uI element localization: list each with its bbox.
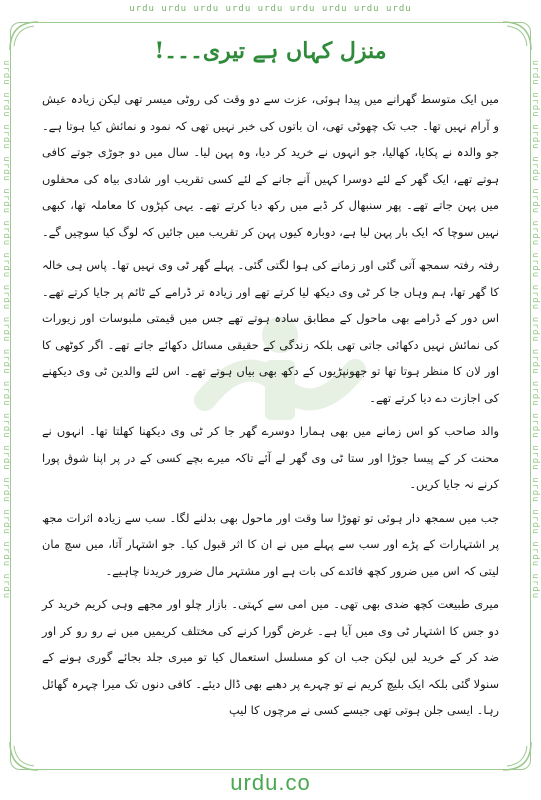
- paragraph: رفتہ رفتہ سمجھ آتی گئی اور زمانے کی ہوا لگتی گئی۔ پہلے گھر ٹی وی نہیں تھا۔ پاس ہی خالہ کا گھر تھا، ہم وہاں جا کر ٹی وی دیکھ لیا کرتے تھے اور زیادہ تر ڈرامے کے ٹائم پر جایا کرتے تھے۔ اس دور کے ڈرامے بھی ماحول کے مطابق سادہ ہوتے تھے جس میں قیمتی ملبوسات اور زیورات کی نمائش نہیں دکھائی جاتی تھی بلکہ زندگی کے حقیقی مسائل دکھائے جاتے تھے۔ اگر کوٹھی کا اور لان کا منظر ہوتا تھا تو جھونپڑیوں کے دکھ بھی بیاں ہوتے تھے۔ اس لئے والدین ٹی وی دیکھنے کی اجازت دے دیا کرتے تھے۔: [42, 258, 499, 405]
- article-title: منزل کہاں ہے تیری۔۔۔!: [154, 38, 387, 64]
- right-ornament-strip: urdu urdu urdu urdu urdu urdu urdu urdu urdu urdu urdu urdu urdu urdu urdu urdu urdu: [530, 60, 540, 600]
- article-body: [42, 86, 499, 731]
- paragraph: جب میں سمجھ دار ہوئی تو تھوڑا سا وقت اور ماحول بھی بدلنے لگا۔ سب سے زیادہ اثرات مجھ پر اشتہارات کے پڑے اور سب سے پہلے میں نے ان کا اثر قبول کیا۔ جو اشتہار آتا، میں سچ مان لیتی کہ اس میں ضرور کچھ فائدے کی بات ہے اور مشتہر مال ضرور خریدنا چاہیے۔: [42, 510, 499, 578]
- paragraph: میں ایک متوسط گھرانے میں پیدا ہوئی، عزت سے دو وقت کی روٹی میسر تھی لیکن زیادہ عیش و آرام نہیں تھا۔ جب تک چھوٹی تھی، ان باتوں کی خبر نہیں تھی کہ نمود و نمائش کیا ہوتا ہے۔ جو والدہ نے پکایا، کھالیا، جو انہوں نے خرید کر دیا، وہ پہن لیا۔ سال میں دو جوڑی جوتے کافی ہوتے تھے، ایک گھر کے لئے دوسرا کہیں آنے جانے کے لئے کسی تقریب اور شادی بیاہ کی محفلوں میں پہن جاتے تھے۔ پھر سنبھال کر ڈبے میں رکھ دیا کرتے تھے۔ یہی کپڑوں کا معاملہ تھا، کبھی نہیں سوچا کہ ایک بار پہن لیا ہے، دوبارہ کیوں پہن کر تقریب میں جائیں کہ لوگ کیا سوچیں گے۔: [42, 92, 499, 239]
- left-ornament-strip: urdu urdu urdu urdu urdu urdu urdu urdu urdu urdu urdu urdu urdu urdu urdu urdu urdu: [1, 60, 11, 600]
- paragraph: میری طبیعت کچھ ضدی بھی تھی۔ میں امی سے کہتی۔ بازار چلو اور مجھے وہی کریم خرید کر دو جس کا اشتہار ٹی وی میں آیا ہے۔ غرض گورا کرنے کی مختلف کریمیں میں نے رو رو کر اور ضد کر کے خرید لیں لیکن جب ان کو مسلسل استعمال کیا تو میری جلد بجائے گوری ہونے کے سنولا گئی بلکہ ایک بلیچ کریم نے تو چہرے پر دھبے بھی ڈال دیئے۔ کافی دنوں تک میرا چہرہ گھائل رہا۔ ایسی جلن ہوتی تھی جیسے کسی نے مرچوں کا لیپ: [42, 597, 499, 717]
- top-ornament-strip: urdu urdu urdu urdu urdu urdu urdu urdu urdu: [129, 4, 412, 14]
- site-footer-link[interactable]: urdu.co: [230, 770, 311, 795]
- paragraph: والد صاحب کو اس زمانے میں بھی ہمارا دوسرے گھر جا کر ٹی وی دیکھنا کھلتا تھا۔ انہوں نے محنت کر کے پیسا جوڑا اور ستا ٹی وی گھر لے آئے تاکہ میرے بچے کسی کے در پر اپنا شوق پورا کرنے نہ جایا کریں۔: [42, 424, 499, 491]
